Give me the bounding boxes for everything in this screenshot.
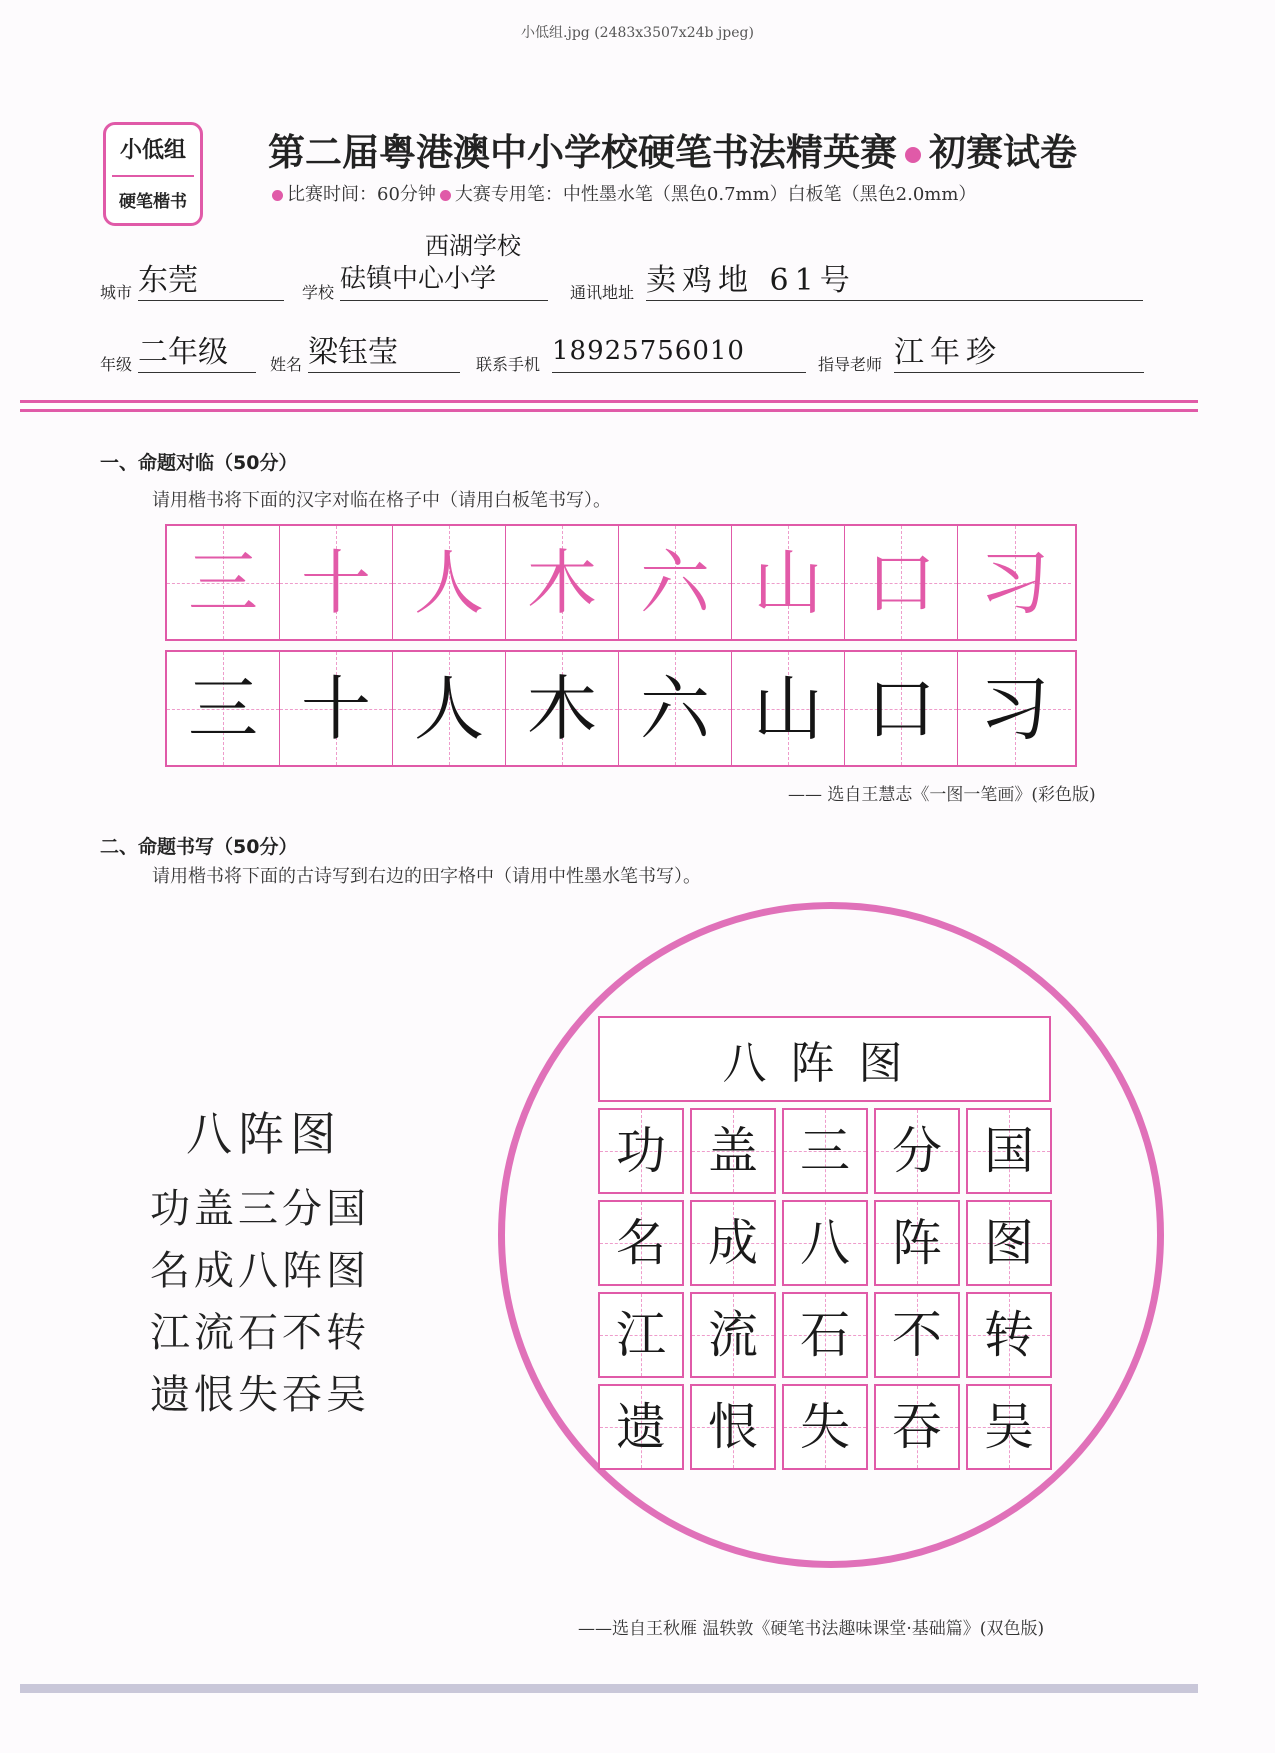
phone-field[interactable]: 18925756010 <box>552 338 806 373</box>
footer-band <box>20 1684 1198 1693</box>
phone-label: 联系手机 <box>476 355 541 374</box>
model-character-row <box>165 524 1077 641</box>
name-label: 姓名 <box>270 355 303 374</box>
section1-instruction: 请用楷书将下面的汉字对临在格子中（请用白板笔书写）。 <box>152 490 611 511</box>
written-character-row <box>165 650 1077 767</box>
name-field[interactable]: 梁钰莹 <box>308 338 460 373</box>
written-char-cell[interactable]: 六 <box>619 652 732 765</box>
city-label: 城市 <box>100 283 133 302</box>
grid-cell[interactable]: 名 <box>598 1200 684 1286</box>
grid-cell[interactable]: 分 <box>874 1108 960 1194</box>
poem-body <box>150 1178 370 1426</box>
model-char-cell: 三 <box>167 526 280 639</box>
written-poem-title[interactable]: 八阵图 <box>598 1016 1051 1102</box>
grid-cell[interactable]: 三 <box>782 1108 868 1194</box>
grid-cell[interactable]: 流 <box>690 1292 776 1378</box>
bullet-dot-icon <box>272 190 283 201</box>
grid-cell[interactable]: 盖 <box>690 1108 776 1194</box>
grid-cell[interactable]: 成 <box>690 1200 776 1286</box>
written-char-cell[interactable]: 三 <box>167 652 280 765</box>
exam-time: 比赛时间：60分钟 <box>287 184 436 205</box>
city-field[interactable]: 东莞 <box>138 266 284 301</box>
grid-cell[interactable]: 遗 <box>598 1384 684 1470</box>
model-char-cell: 人 <box>393 526 506 639</box>
model-char-cell: 六 <box>619 526 732 639</box>
grade-field[interactable]: 二年级 <box>138 338 256 373</box>
group-label: 小低组 <box>119 138 186 163</box>
grid-cell[interactable]: 吞 <box>874 1384 960 1470</box>
section2-heading: 二、命题书写（50分） <box>100 836 298 858</box>
group-badge <box>103 122 203 226</box>
poem-writing-grid <box>598 1108 1052 1470</box>
exam-info-line <box>268 180 976 206</box>
section1-credit: —— 选自王慧志《一图一笔画》(彩色版) <box>788 785 1096 805</box>
grid-cell[interactable]: 阵 <box>874 1200 960 1286</box>
poem-line: 遗恨失吞吴 <box>150 1372 370 1418</box>
poem-line: 江流石不转 <box>150 1310 370 1356</box>
grid-cell[interactable]: 图 <box>966 1200 1052 1286</box>
written-char-cell[interactable]: 人 <box>393 652 506 765</box>
badge-divider <box>112 175 194 177</box>
poem-line: 名成八阵图 <box>150 1248 370 1294</box>
title-dot-icon <box>905 147 921 163</box>
grid-cell[interactable]: 恨 <box>690 1384 776 1470</box>
scan-file-header: 小低组.jpg (2483x3507x24b jpeg) <box>521 25 754 41</box>
category-label: 硬笔楷书 <box>119 192 187 212</box>
address-field[interactable]: 卖鸡地 61号 <box>646 266 1143 301</box>
grid-cell[interactable]: 功 <box>598 1108 684 1194</box>
school-label: 学校 <box>302 283 335 302</box>
header-divider-top <box>20 400 1198 403</box>
model-char-cell: 十 <box>280 526 393 639</box>
grade-label: 年级 <box>100 355 133 374</box>
written-char-cell[interactable]: 木 <box>506 652 619 765</box>
bullet-dot-icon <box>440 190 451 201</box>
exam-pen: 大赛专用笔：中性墨水笔（黑色0.7mm）白板笔（黑色2.0mm） <box>454 184 977 205</box>
written-char-cell[interactable]: 山 <box>732 652 845 765</box>
title-main: 第二届粤港澳中小学校硬笔书法精英赛 <box>268 131 897 174</box>
grid-cell[interactable]: 八 <box>782 1200 868 1286</box>
grid-cell[interactable]: 不 <box>874 1292 960 1378</box>
grid-cell[interactable]: 转 <box>966 1292 1052 1378</box>
grid-cell[interactable]: 石 <box>782 1292 868 1378</box>
school-field[interactable]: 砝镇中心小学 <box>340 266 548 301</box>
grid-cell[interactable]: 失 <box>782 1384 868 1470</box>
section2-instruction: 请用楷书将下面的古诗写到右边的田字格中（请用中性墨水笔书写）。 <box>152 866 701 887</box>
teacher-field[interactable]: 江年珍 <box>894 338 1144 373</box>
grid-cell[interactable]: 江 <box>598 1292 684 1378</box>
page-title <box>268 122 1077 176</box>
title-tail: 初赛试卷 <box>929 131 1077 174</box>
written-char-cell[interactable]: 习 <box>958 652 1071 765</box>
written-char-cell[interactable]: 十 <box>280 652 393 765</box>
section1-heading: 一、命题对临（50分） <box>100 452 298 474</box>
poem-title: 八阵图 <box>186 1107 342 1161</box>
model-char-cell: 口 <box>845 526 958 639</box>
poem-line: 功盖三分国 <box>150 1186 370 1232</box>
model-char-cell: 木 <box>506 526 619 639</box>
section2-credit: ——选自王秋雁 温轶敦《硬笔书法趣味课堂·基础篇》(双色版) <box>578 1619 1045 1639</box>
model-char-cell: 习 <box>958 526 1071 639</box>
teacher-label: 指导老师 <box>818 355 883 374</box>
address-label: 通讯地址 <box>570 283 635 302</box>
written-char-cell[interactable]: 口 <box>845 652 958 765</box>
model-char-cell: 山 <box>732 526 845 639</box>
grid-cell[interactable]: 吴 <box>966 1384 1052 1470</box>
school-note: 西湖学校 <box>425 232 521 260</box>
header-divider-bottom <box>20 409 1198 412</box>
grid-cell[interactable]: 国 <box>966 1108 1052 1194</box>
